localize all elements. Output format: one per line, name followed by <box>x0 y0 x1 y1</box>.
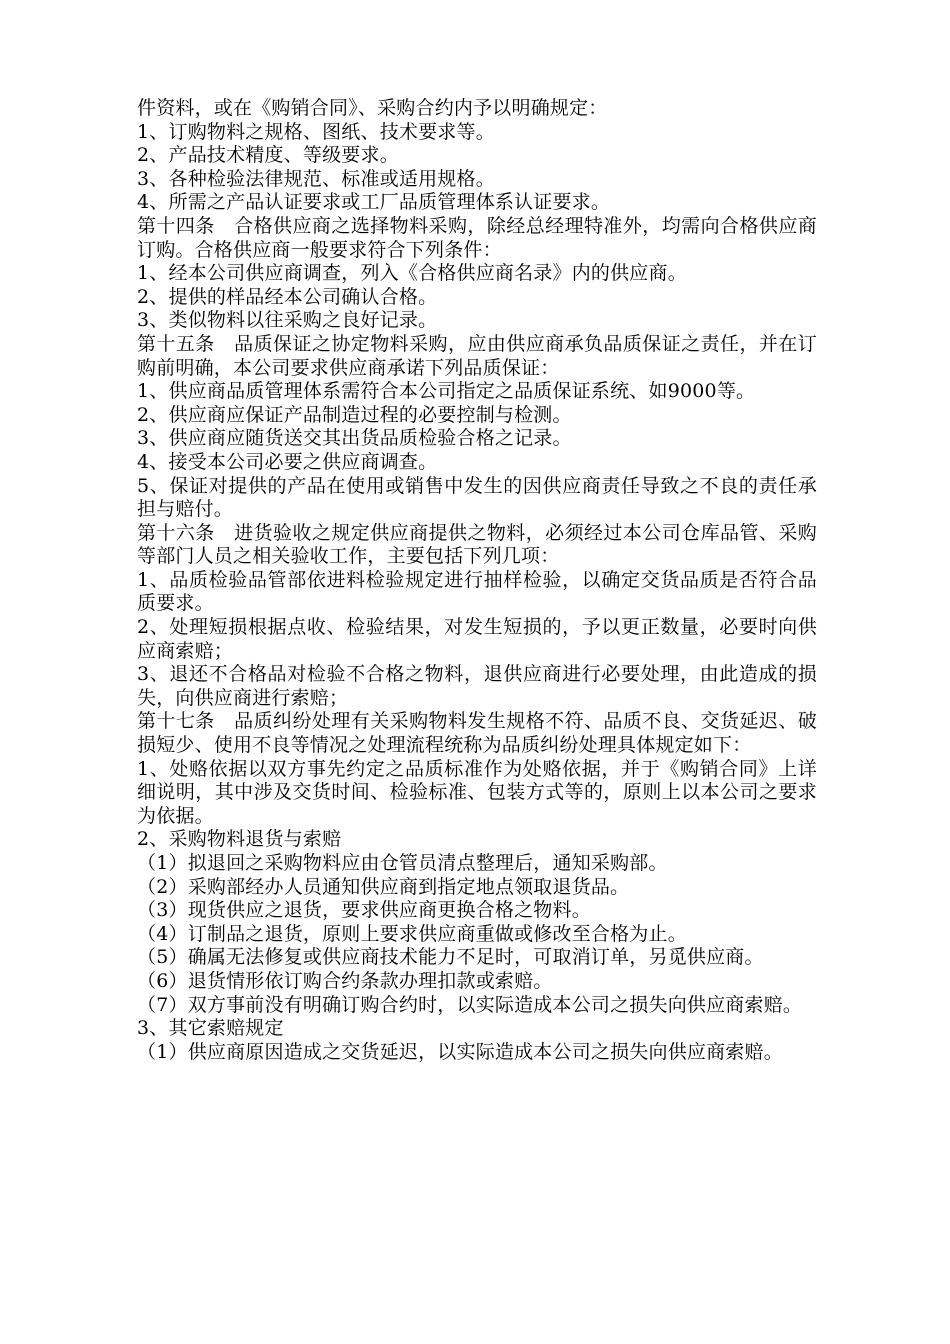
list-item: 4、所需之产品认证要求或工厂品质管理体系认证要求。 <box>137 191 611 214</box>
sub-list-item: （2）采购部经办人员通知供应商到指定地点领取退货品。 <box>137 875 630 898</box>
list-item: 2、处理短损根据点收、检验结果，对发生短损的，予以更正数量，必要时向供应商索赔； <box>137 616 817 662</box>
list-item: 3、各种检验法律规范、标准或适用规格。 <box>137 167 495 190</box>
list-item: 2、供应商应保证产品制造过程的必要控制与检测。 <box>137 403 572 426</box>
list-item: 2、提供的样品经本公司确认合格。 <box>137 285 438 308</box>
list-item: 2、采购物料退货与索赔 <box>137 828 342 851</box>
list-item: 3、类似物料以往采购之良好记录。 <box>137 309 438 332</box>
list-item: 1、处赂依据以双方事先约定之品质标准作为处赂依据，并于《购销合同》上详细说明，其中涉及交货时间、检验标准、包装方式等的，原则上以本公司之要求为依据。 <box>137 757 817 827</box>
sub-list-item: （5）确属无法修复或供应商技术能力不足时，可取消订单，另觅供应商。 <box>137 946 764 969</box>
list-item: 1、订购物料之规格、图纸、技术要求等。 <box>137 120 495 143</box>
list-item: 2、产品技术精度、等级要求。 <box>137 144 399 167</box>
sub-list-item: （3）现货供应之退货，要求供应商更换合格之物料。 <box>137 899 591 922</box>
list-item: 4、接受本公司必要之供应商调查。 <box>137 450 438 473</box>
sub-list-item: （7）双方事前没有明确订购合约时，以实际造成本公司之损失向供应商索赔。 <box>137 993 803 1016</box>
article-15: 第十五条 品质保证之协定物料采购，应由供应商承负品质保证之责任，并在订购前明确，本公司要求供应商承诺下列品质保证： <box>137 332 817 379</box>
document-body <box>137 97 817 1064</box>
list-item: 3、其它索赔规定 <box>137 1017 284 1040</box>
article-16: 第十六条 进货验收之规定供应商提供之物料，必须经过本公司仓库品管、采购等部门人员之相关验收工作，主要包括下列几项： <box>137 521 817 568</box>
sub-list-item: （1）供应商原因造成之交货延迟，以实际造成本公司之损失向供应商索赔。 <box>137 1040 783 1063</box>
article-14: 第十四条 合格供应商之选择物料采购，除经总经理特准外，均需向合格供应商订购。合格供应商一般要求符合下列条件： <box>137 214 817 261</box>
paragraph: 件资料，或在《购销合同》、采购合约内予以明确规定： <box>137 97 608 119</box>
article-17: 第十七条 品质纠纷处理有关采购物料发生规格不符、品质不良、交货延迟、破损短少、使用不良等情况之处理流程统称为品质纠纷处理具体规定如下： <box>137 710 817 757</box>
list-item: 3、供应商应随货送交其出货品质检验合格之记录。 <box>137 427 572 450</box>
list-item: 1、经本公司供应商调查，列入《合格供应商名录》内的供应商。 <box>137 262 687 285</box>
sub-list-item: （1）拟退回之采购物料应由仓管员清点整理后，通知采购部。 <box>137 852 668 874</box>
list-item: 5、保证对提供的产品在使用或销售中发生的因供应商责任导致之不良的责任承担与赔付。 <box>137 474 817 521</box>
sub-list-item: （4）订制品之退货，原则上要求供应商重做或修改至合格为止。 <box>137 922 687 945</box>
list-item: 1、供应商品质管理体系需符合本公司指定之品质保证系统、如9000等。 <box>137 380 756 403</box>
list-item: 1、品质检验品管部依进料检验规定进行抽样检验，以确定交货品质是否符合品质要求。 <box>137 568 817 615</box>
sub-list-item: （6）退货情形依订购合约条款办理扣款或索赔。 <box>137 969 553 992</box>
list-item: 3、退还不合格品对检验不合格之物料，退供应商进行必要处理，由此造成的损失，向供应商进行索赔； <box>137 663 817 709</box>
